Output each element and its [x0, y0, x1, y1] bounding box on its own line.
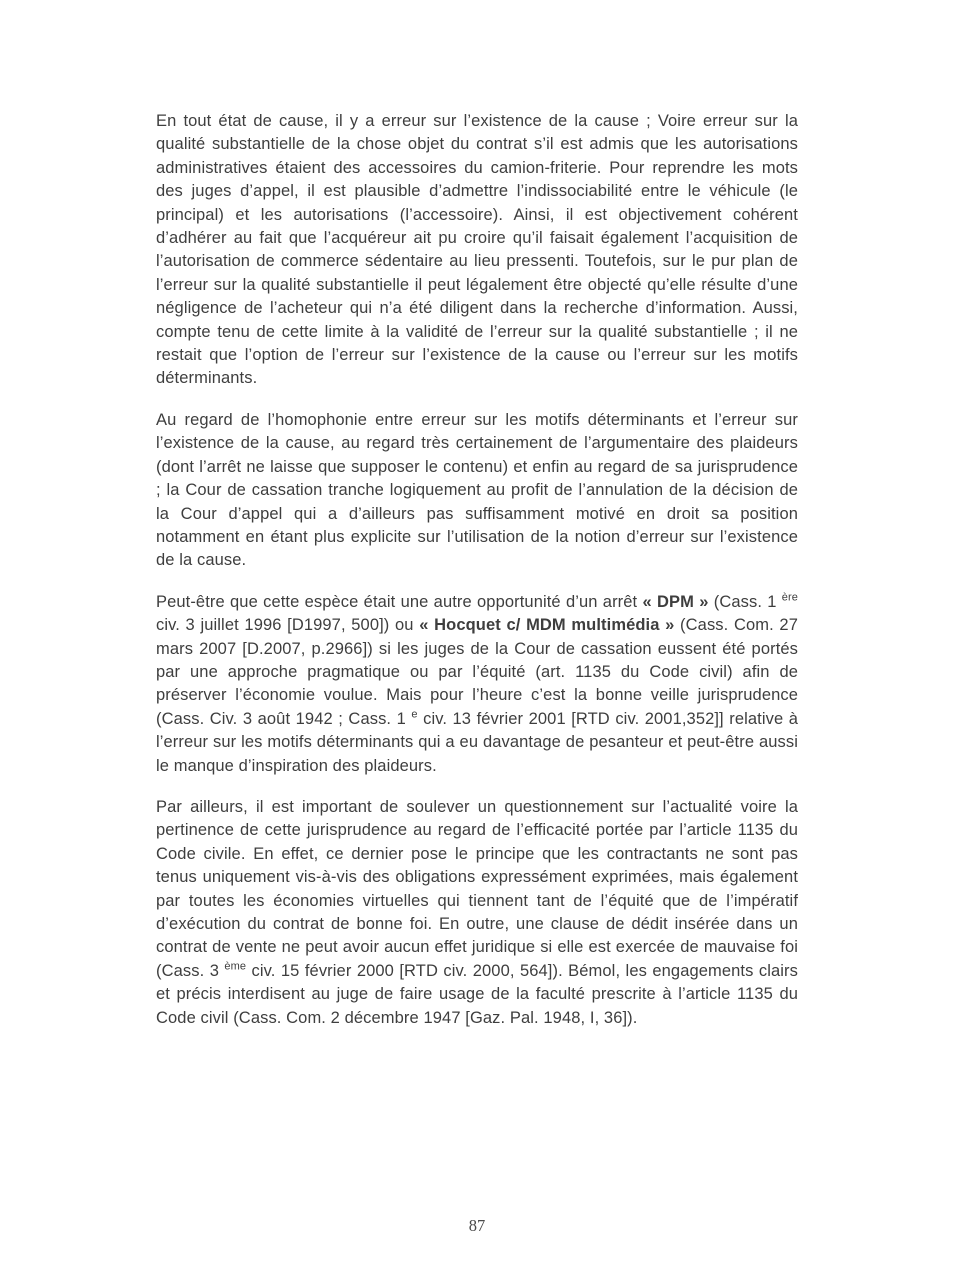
page-number: 87: [468, 1216, 486, 1235]
paragraph: [156, 591, 798, 778]
paragraph: [156, 409, 798, 573]
body-text: (Cass. Com. 27 mars 2007 [D.2007, p.2966]) si les juges de la Cour de cassation eussent été portés par une approche pragmatique ou par l’équité (art. 1135 du Code civil) afin de préserver l’économie voulue. Mais pour l’heure c’est la bonne veille jurisprudence (Cass. Civ. 3 août 1942 ; Cass. 1: [156, 616, 798, 728]
superscript-text: ème: [224, 960, 247, 973]
body-text: Peut-être que cette espèce était une autre opportunité d’un arrêt: [156, 592, 643, 611]
bold-case-name: « Hocquet c/ MDM multimédia »: [419, 616, 675, 635]
paragraph: [156, 796, 798, 1030]
body-text: (Cass. 1: [708, 592, 782, 611]
superscript-text: ère: [781, 591, 798, 604]
body-text: En tout état de cause, il y a erreur sur l’existence de la cause ; Voire erreur sur la qualité substantielle de la chose objet du contrat s’il est admis que les autorisations administratives étaient des accessoires du camion-friterie. Pour reprendre les mots des juges d’appel, il est plausible d’admettre l’indissociabilité entre le véhicule (le principal) et les autorisations (l’accessoire). Ainsi, il est objectivement cohérent d’adhérer au fait que l’acquéreur ait pu croire qu’il faisait également l’acquisition de l’autorisation de commerce sédentaire au lieu pressenti. Toutefois, sur le pur plan de l’erreur sur la qualité substantielle il peut légalement être objecté qu’elle résulte d’une négligence de l’acheteur qui n’a été diligent dans la recherche d’information. Aussi, compte tenu de cette limite à la validité de l’erreur sur la qualité substantielle ; il ne restait que l’option de l’erreur sur l’existence de la cause ou l’erreur sur les motifs déterminants.: [156, 112, 798, 388]
body-text: Au regard de l’homophonie entre erreur sur les motifs déterminants et l’erreur sur l’existence de la cause, au regard très certainement de l’argumentaire des plaideurs (dont l’arrêt ne laisse que supposer le contenu) et enfin au regard de sa jurisprudence ; la Cour de cassation tranche logiquement au profit de l’annulation de la décision de la Cour d’appel qui a d’ailleurs pas suffisamment motivé en droit sa position notamment en étant plus explicite sur l’utilisation de la notion d’erreur sur l’existence de la cause.: [156, 410, 798, 570]
bold-case-name: « DPM »: [642, 592, 709, 611]
body-text: Par ailleurs, il est important de soulever un questionnement sur l’actualité voire la pertinence de cette jurisprudence au regard de l’efficacité portée par l’article 1135 du Code civile. En effet, ce dernier pose le principe que les contractants ne sont pas tenus uniquement vis-à-vis des obligations expressément exprimées, mais également par toutes les économies virtuelles qui tiennent tant de l’équité que de l’impératif d’exécution du contrat de bonne foi. En outre, une clause de dédit insérée dans un contrat de vente ne peut avoir aucun effet juridique si elle est exercée de mauvaise foi (Cass. 3: [156, 797, 798, 980]
body-text: civ. 13 février 2001 [RTD civ. 2001,352]] relative à l’erreur sur les motifs déterminants qui a eu davantage de pesanteur et peut-être aussi le manque d’inspiration des plaideurs.: [156, 709, 798, 775]
superscript-text: e: [411, 708, 418, 721]
body-text: civ. 15 février 2000 [RTD civ. 2000, 564]). Bémol, les engagements clairs et précis interdisent au juge de faire usage de la faculté prescrite à l’article 1135 du Code civil (Cass. Com. 2 décembre 1947 [Gaz. Pal. 1948, I, 36]).: [156, 961, 798, 1027]
body-text: civ. 3 juillet 1996 [D1997, 500]) ou: [156, 616, 420, 635]
document-content: [156, 110, 798, 1048]
paragraph: [156, 110, 798, 391]
